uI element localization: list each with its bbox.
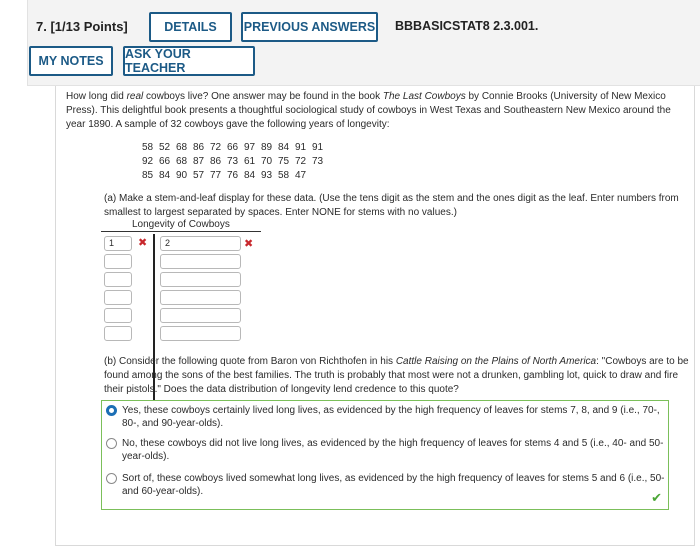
data-row bbox=[142, 169, 329, 183]
data-value: 72 bbox=[295, 156, 307, 167]
data-value: 89 bbox=[261, 142, 273, 153]
question-intro: How long did real cowboys live? One answer may be found in the book The Last Cowboys by Connie Brooks (University of New Mexico Press). This delightful book presents a thoughtful sociological study of cowboys in West Texas and Southeastern New Mexico around the year 1890. A sample of 32 cowboys gave the following years of longevity: bbox=[66, 91, 671, 130]
data-value: 85 bbox=[142, 170, 154, 181]
part-a-prompt: (a) Make a stem-and-leaf display for these data. (Use the tens digit as the stem and the ones digit as the leaf. Enter numbers from smallest to largest separated by spaces. Enter NONE for stems with no values.) bbox=[104, 193, 679, 218]
question-header bbox=[27, 0, 700, 86]
answer-option[interactable] bbox=[106, 437, 666, 463]
longevity-data-table bbox=[142, 141, 329, 183]
answer-option[interactable] bbox=[106, 472, 666, 498]
details-button[interactable]: DETAILS bbox=[149, 12, 232, 42]
ask-teacher-button[interactable]: ASK YOUR TEACHER bbox=[123, 46, 255, 76]
question-reference: BBBASICSTAT8 2.3.001. bbox=[395, 19, 539, 33]
data-value: 73 bbox=[227, 156, 239, 167]
answer-option[interactable] bbox=[106, 404, 666, 430]
data-value: 68 bbox=[176, 142, 188, 153]
stem-leaf-title-underline bbox=[101, 231, 261, 232]
data-value: 84 bbox=[278, 142, 290, 153]
stem-input[interactable] bbox=[104, 308, 132, 323]
data-value: 68 bbox=[176, 156, 188, 167]
answer-option-label: Sort of, these cowboys lived somewhat long lives, as evidenced by the high frequency of leaves for stems 5 and 6 (i.e., 50- and 60-year-olds). bbox=[122, 473, 665, 497]
data-value: 58 bbox=[142, 142, 154, 153]
data-value: 52 bbox=[159, 142, 171, 153]
data-value: 90 bbox=[176, 170, 188, 181]
stem-input[interactable] bbox=[104, 254, 132, 269]
my-notes-button[interactable]: MY NOTES bbox=[29, 46, 113, 76]
stem-input[interactable] bbox=[104, 326, 132, 341]
leaf-input[interactable] bbox=[160, 326, 241, 341]
leaf-input[interactable] bbox=[160, 308, 241, 323]
data-value: 73 bbox=[312, 156, 324, 167]
data-value: 47 bbox=[295, 170, 307, 181]
data-row bbox=[142, 155, 329, 169]
data-value: 87 bbox=[193, 156, 205, 167]
question-number: 7. [1/13 Points] bbox=[36, 19, 128, 34]
answer-choices bbox=[101, 400, 669, 510]
question-panel bbox=[55, 86, 695, 546]
data-row bbox=[142, 141, 329, 155]
incorrect-x-icon: ✖ bbox=[244, 238, 254, 250]
data-value: 75 bbox=[278, 156, 290, 167]
data-value: 84 bbox=[244, 170, 256, 181]
data-value: 86 bbox=[210, 156, 222, 167]
data-value: 57 bbox=[193, 170, 205, 181]
radio-button[interactable] bbox=[106, 473, 117, 484]
answer-option-label: No, these cowboys did not live long lives, as evidenced by the high frequency of leaves for stems 4 and 5 (i.e., 40- and 50-year-olds). bbox=[122, 438, 664, 462]
stem-input[interactable]: 1 bbox=[104, 236, 132, 251]
data-value: 70 bbox=[261, 156, 273, 167]
data-value: 77 bbox=[210, 170, 222, 181]
incorrect-x-icon: ✖ bbox=[138, 237, 148, 249]
data-value: 72 bbox=[210, 142, 222, 153]
data-value: 91 bbox=[295, 142, 307, 153]
data-value: 91 bbox=[312, 142, 324, 153]
leaf-input[interactable] bbox=[160, 272, 241, 287]
data-value: 76 bbox=[227, 170, 239, 181]
data-value: 66 bbox=[227, 142, 239, 153]
data-value: 58 bbox=[278, 170, 290, 181]
leaf-input[interactable] bbox=[160, 254, 241, 269]
data-value: 97 bbox=[244, 142, 256, 153]
stem-input[interactable] bbox=[104, 272, 132, 287]
stem-leaf-title: Longevity of Cowboys bbox=[132, 219, 230, 230]
radio-button[interactable] bbox=[106, 405, 117, 416]
stem-input[interactable] bbox=[104, 290, 132, 305]
leaf-input[interactable] bbox=[160, 290, 241, 305]
leaf-input[interactable]: 2 bbox=[160, 236, 241, 251]
data-value: 92 bbox=[142, 156, 154, 167]
answer-option-label: Yes, these cowboys certainly lived long lives, as evidenced by the high frequency of leaves for stems 7, 8, and 9 (i.e., 70-, 80-, and 90-year-olds). bbox=[122, 405, 660, 429]
correct-check-icon: ✔ bbox=[651, 490, 662, 505]
data-value: 84 bbox=[159, 170, 171, 181]
data-value: 93 bbox=[261, 170, 273, 181]
radio-button[interactable] bbox=[106, 438, 117, 449]
data-value: 66 bbox=[159, 156, 171, 167]
previous-answers-button[interactable]: PREVIOUS ANSWERS bbox=[241, 12, 378, 42]
stem-leaf-divider bbox=[153, 234, 155, 426]
part-b-prompt: (b) Consider the following quote from Baron von Richthofen in his Cattle Raising on the Plains of North America: "Cowboys are to be found among the sons of the best families. The truth is probably that most were not a drunken, gambling lot, quick to draw and fire their pistols." Does the data distribution of longevity lend credence to this quote? bbox=[104, 356, 689, 395]
data-value: 61 bbox=[244, 156, 256, 167]
data-value: 86 bbox=[193, 142, 205, 153]
